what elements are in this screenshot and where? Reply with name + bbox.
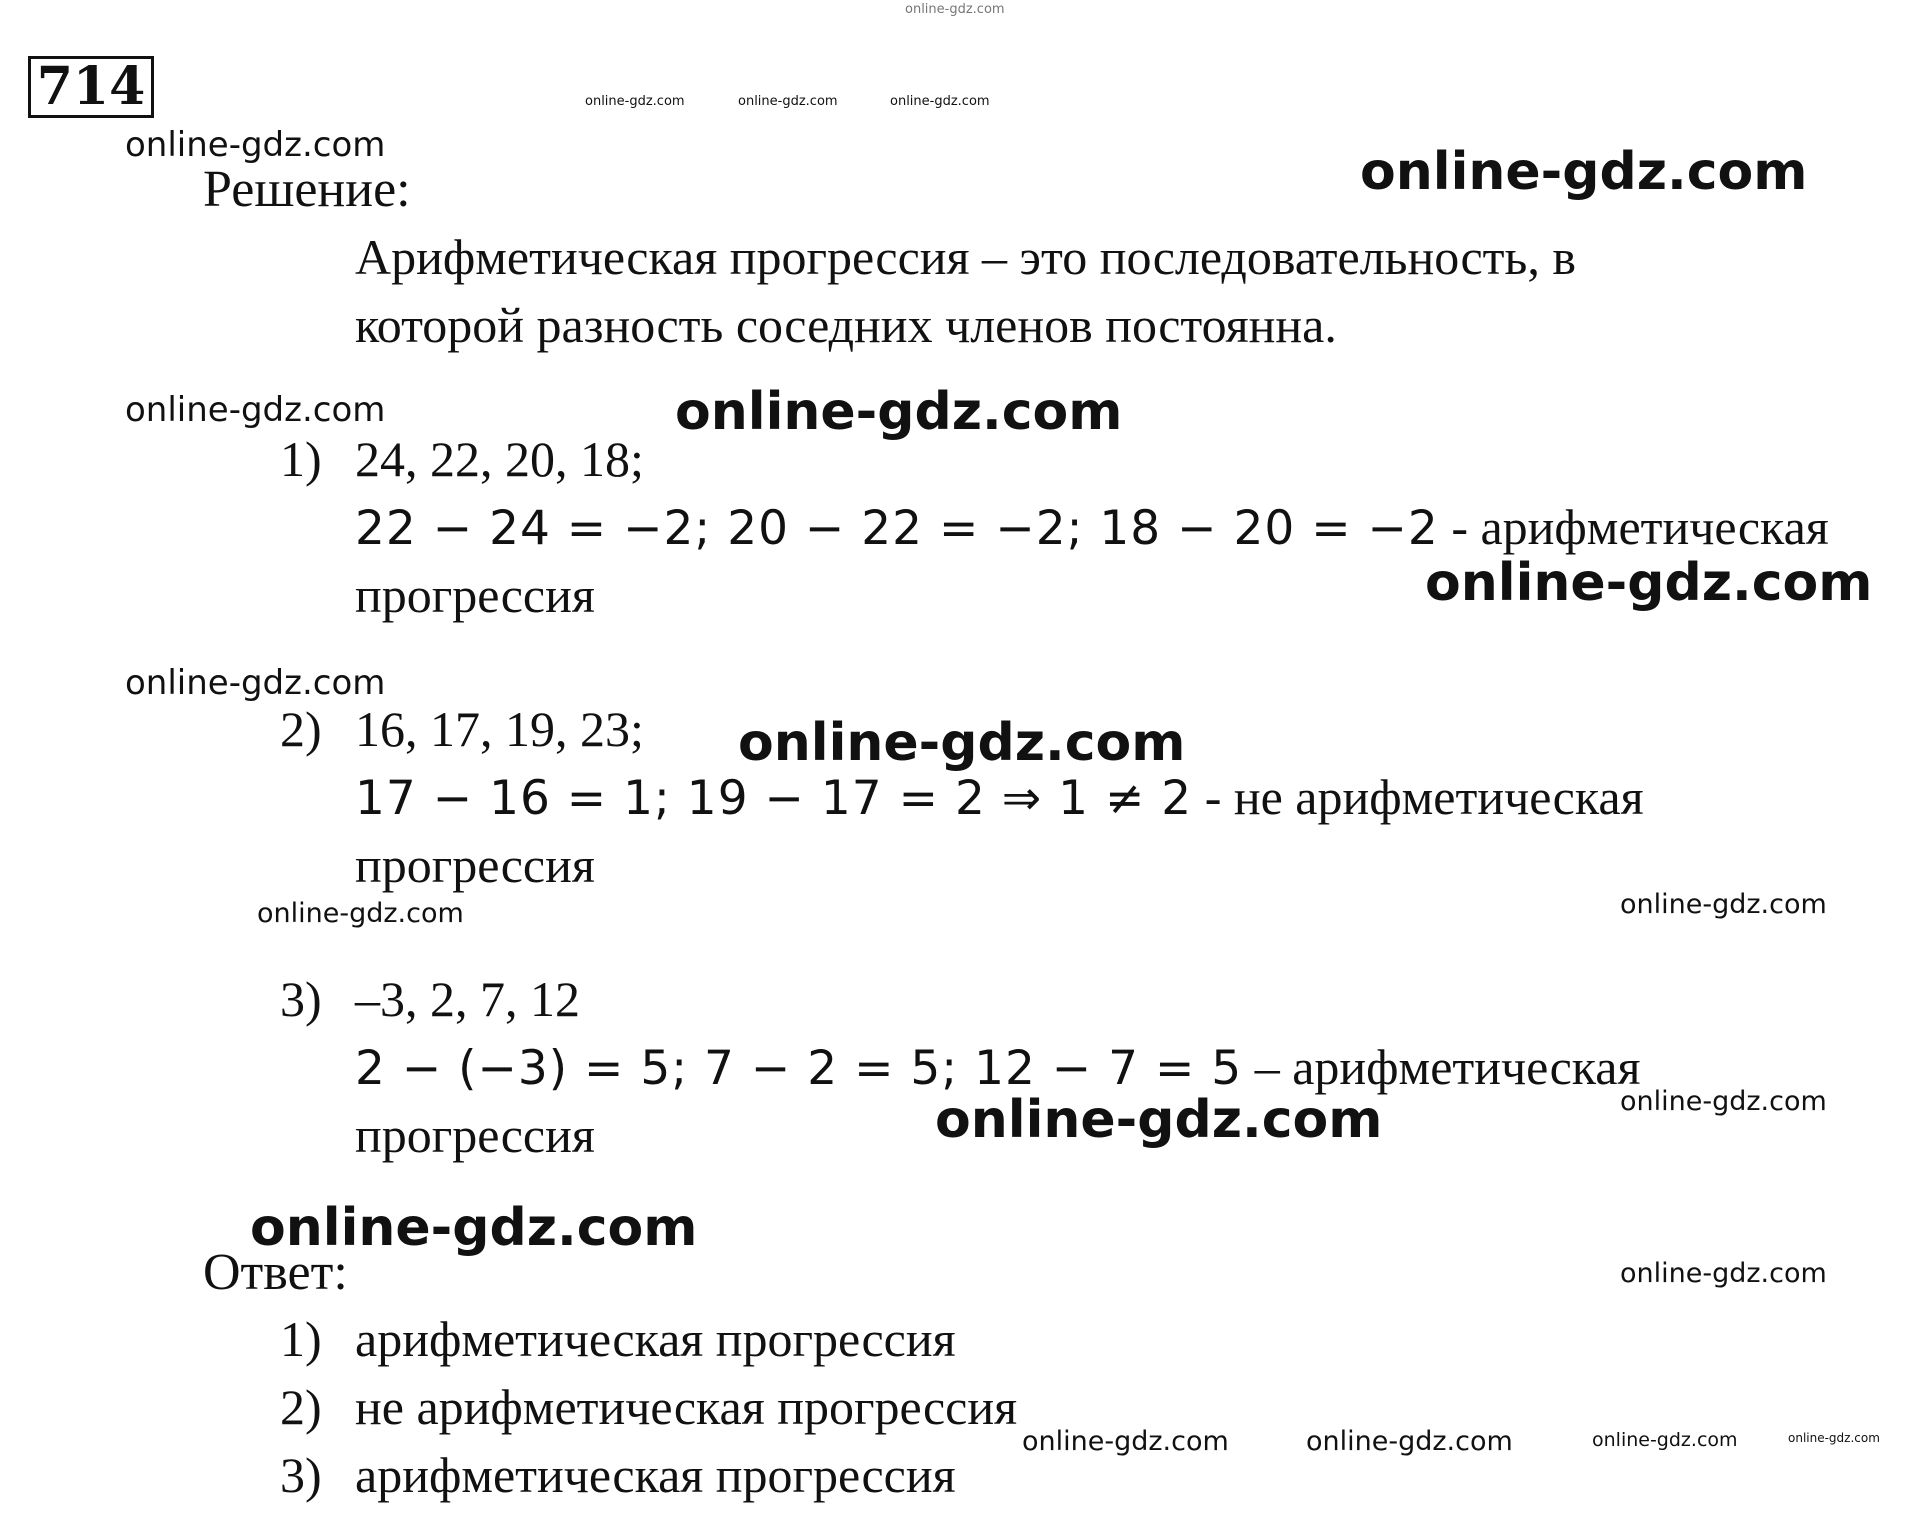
watermark: online-gdz.com [1360, 142, 1808, 202]
watermark: online-gdz.com [250, 1198, 698, 1258]
definition-line-1: Арифметическая прогрессия – это последовательность, в [355, 229, 1576, 285]
watermark: online-gdz.com [1022, 1426, 1229, 1457]
answer-3-label: 3) [280, 1447, 322, 1503]
item-1-label: 1) [280, 431, 322, 487]
watermark: online-gdz.com [1620, 1258, 1827, 1289]
watermark: online-gdz.com [257, 898, 464, 929]
item-3-equation: 2 − (−3) = 5; 7 − 2 = 5; 12 − 7 = 5 [355, 1041, 1243, 1096]
item-1-equation: 22 − 24 = −2; 20 − 22 = −2; 18 − 20 = −2 [355, 501, 1439, 556]
watermark: online-gdz.com [738, 94, 838, 109]
item-2-equation: 17 − 16 = 1; 19 − 17 = 2 ⇒ 1 ≠ 2 [355, 771, 1193, 826]
item-3-label: 3) [280, 971, 322, 1027]
watermark: online-gdz.com [935, 1090, 1383, 1150]
watermark: online-gdz.com [1788, 1431, 1880, 1445]
item-3-conclusion: – арифметическая [1242, 1039, 1641, 1095]
watermark: online-gdz.com [738, 713, 1186, 773]
watermark: online-gdz.com [1425, 553, 1873, 613]
problem-number: 714 [28, 56, 154, 118]
solution-heading: Решение: [203, 161, 411, 218]
watermark: online-gdz.com [125, 125, 386, 165]
answer-3-text: арифметическая прогрессия [355, 1447, 956, 1503]
item-2-sequence: 16, 17, 19, 23; [355, 701, 644, 757]
item-2-equation-line [355, 768, 1644, 826]
item-2-label: 2) [280, 701, 322, 757]
watermark: online-gdz.com [890, 94, 990, 109]
answer-1-text: арифметическая прогрессия [355, 1311, 956, 1367]
item-3-conclusion-2: прогрессия [355, 1107, 595, 1163]
item-2-conclusion-2: прогрессия [355, 837, 595, 893]
item-2-conclusion: - не арифметическая [1192, 769, 1644, 825]
watermark: online-gdz.com [1306, 1426, 1513, 1457]
watermark: online-gdz.com [125, 390, 386, 430]
item-1-sequence: 24, 22, 20, 18; [355, 431, 644, 487]
definition-line-2: которой разность соседних членов постоянна. [355, 297, 1337, 353]
item-3-equation-line [355, 1038, 1641, 1096]
watermark: online-gdz.com [585, 94, 685, 109]
answer-heading: Ответ: [203, 1244, 348, 1301]
watermark: online-gdz.com [905, 2, 1005, 17]
answer-1-label: 1) [280, 1311, 322, 1367]
watermark: online-gdz.com [1592, 1429, 1738, 1451]
item-1-conclusion: - арифметическая [1438, 499, 1829, 555]
item-1-conclusion-2: прогрессия [355, 567, 595, 623]
watermark: online-gdz.com [125, 663, 386, 703]
watermark: online-gdz.com [1620, 1086, 1827, 1117]
watermark: online-gdz.com [675, 382, 1123, 442]
watermark: online-gdz.com [1620, 889, 1827, 920]
item-3-sequence: –3, 2, 7, 12 [355, 971, 580, 1027]
answer-2-label: 2) [280, 1379, 322, 1435]
item-1-equation-line [355, 498, 1829, 556]
answer-2-text: не арифметическая прогрессия [355, 1379, 1018, 1435]
